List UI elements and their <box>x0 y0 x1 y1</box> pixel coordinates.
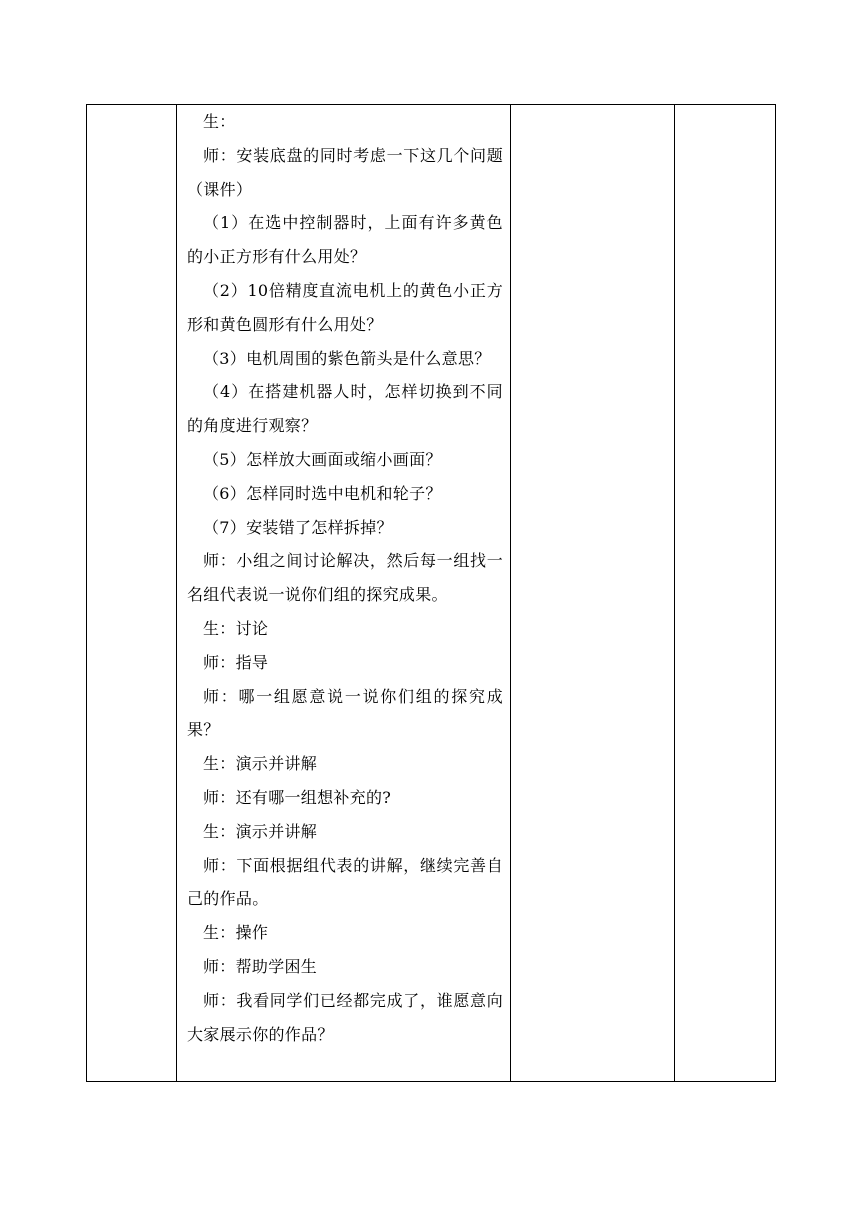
content-line: 师：帮助学困生 <box>203 956 318 976</box>
content-line: （6）怎样同时选中电机和轮子？ <box>203 483 442 503</box>
content-line: （4）在搭建机器人时，怎样切换到不同的角度进行观察？ <box>187 382 503 436</box>
dialogue-content <box>177 105 510 1051</box>
content-line: 生：演示并讲解 <box>203 821 318 841</box>
table-row <box>87 105 776 1082</box>
content-line: 师：我看同学们已经都完成了，谁愿意向大家展示你的作品？ <box>187 990 503 1044</box>
content-line: 师：安装底盘的同时考虑一下这几个问题（课件） <box>187 145 503 199</box>
content-line: 生：演示并讲解 <box>203 754 318 774</box>
lesson-plan-table <box>86 104 776 1082</box>
content-line: 师：下面根据组代表的讲解，继续完善自己的作品。 <box>187 855 503 909</box>
content-line: （3）电机周围的紫色箭头是什么意思？ <box>203 348 491 368</box>
student-activity-cell <box>511 105 675 1082</box>
content-line: 师：哪一组愿意说一说你们组的探究成果？ <box>187 686 503 740</box>
content-cell <box>177 105 511 1082</box>
content-line: 生：操作 <box>203 923 269 943</box>
content-line: 师：小组之间讨论解决，然后每一组找一名组代表说一说你们组的探究成果。 <box>187 551 503 605</box>
content-line: 生： <box>203 112 236 131</box>
content-line: （5）怎样放大画面或缩小画面？ <box>203 449 442 469</box>
content-line: 生：讨论 <box>203 618 269 638</box>
content-line: （1）在选中控制器时，上面有许多黄色的小正方形有什么用处？ <box>187 213 503 267</box>
content-line: 师：指导 <box>203 652 269 672</box>
stage-cell <box>87 105 177 1082</box>
content-line: （2）10倍精度直流电机上的黄色小正方形和黄色圆形有什么用处？ <box>187 280 503 334</box>
notes-cell <box>675 105 776 1082</box>
content-line: 师：还有哪一组想补充的? <box>203 787 392 807</box>
content-line: （7）安装错了怎样拆掉？ <box>203 517 393 537</box>
